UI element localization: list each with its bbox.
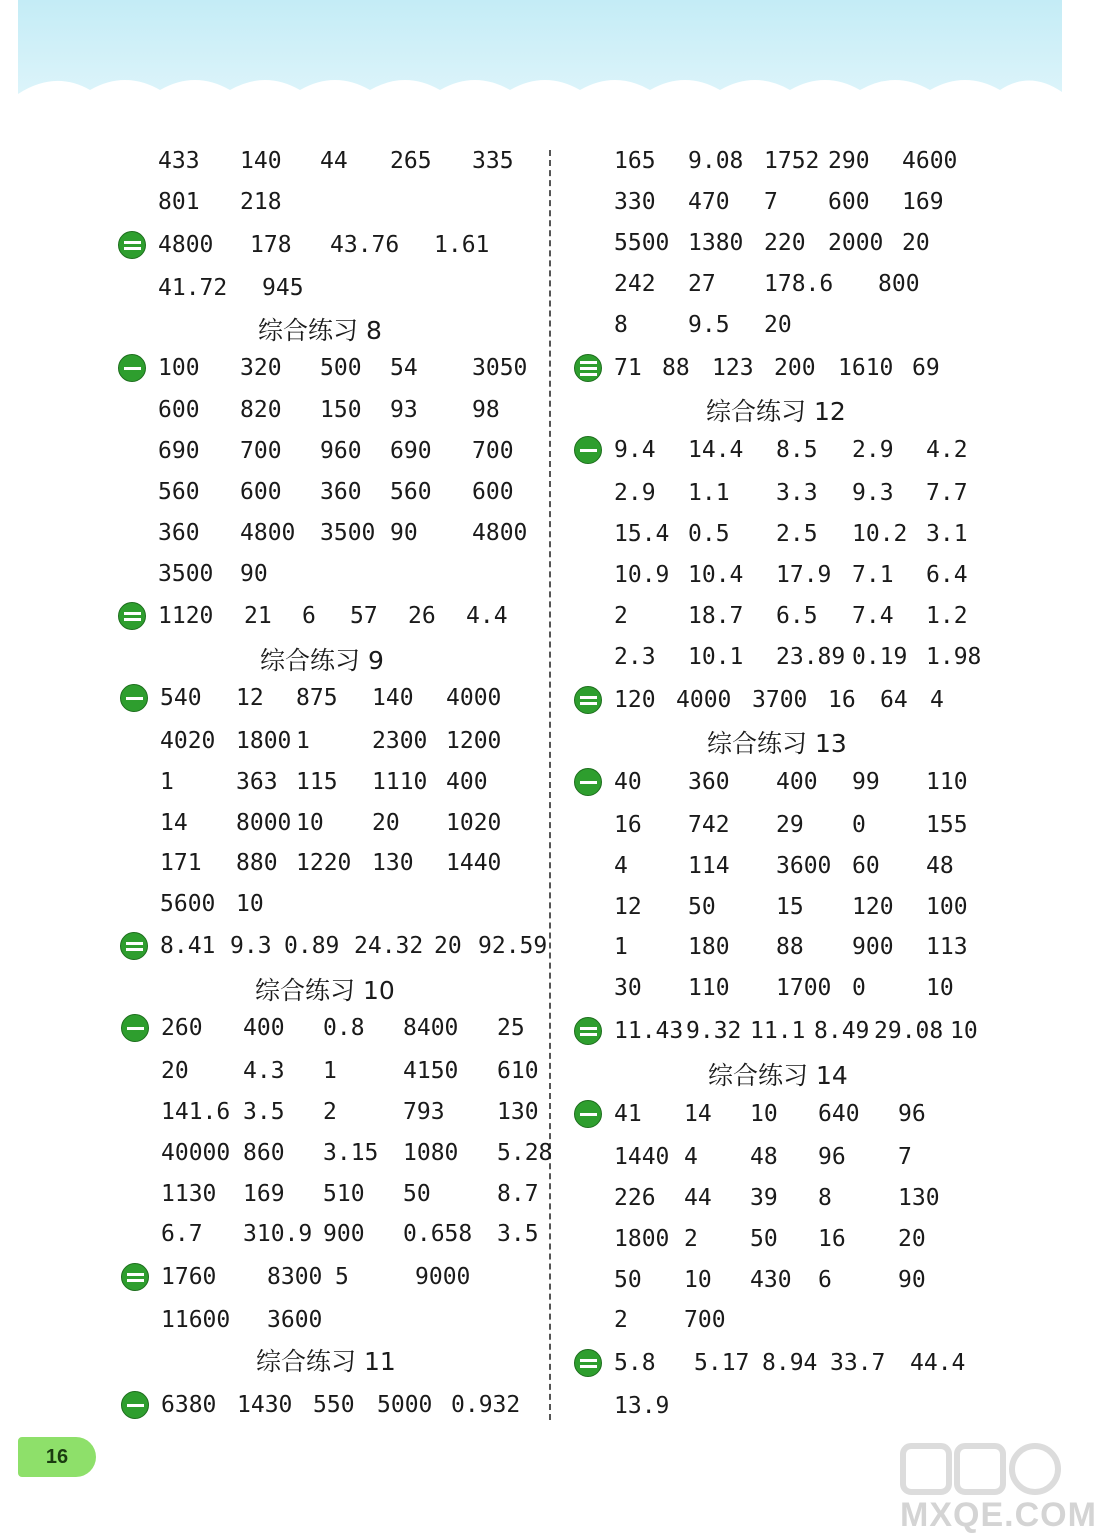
answer-value: 39 <box>750 1185 778 1211</box>
answer-value: 220 <box>764 230 806 256</box>
answer-value: 130 <box>497 1099 539 1125</box>
answer-value: 44 <box>320 148 348 174</box>
answer-value: 98 <box>472 397 500 423</box>
answer-value: 93 <box>390 397 418 423</box>
answer-value: 90 <box>898 1267 926 1293</box>
answer-value: 690 <box>158 438 200 464</box>
answer-value: 110 <box>926 769 968 795</box>
answer-value: 8.94 <box>762 1350 818 1376</box>
answer-value: 178.6 <box>764 271 834 297</box>
answer-value: 1440 <box>614 1144 670 1170</box>
answer-value: 640 <box>818 1101 860 1127</box>
answer-value: 113 <box>926 934 968 960</box>
answer-value: 11600 <box>161 1307 231 1333</box>
answer-value: 430 <box>750 1267 792 1293</box>
answer-value: 4 <box>614 853 628 879</box>
section-number-1-icon <box>574 768 602 796</box>
answer-value: 8.5 <box>776 437 818 463</box>
answer-value: 500 <box>320 355 362 381</box>
answer-value: 4000 <box>446 685 502 711</box>
answer-value: 242 <box>614 271 656 297</box>
answer-value: 330 <box>614 189 656 215</box>
answer-value: 3500 <box>158 561 214 587</box>
answer-value: 9000 <box>415 1264 471 1290</box>
answer-value: 29.08 <box>874 1018 944 1044</box>
answer-value: 96 <box>818 1144 846 1170</box>
answer-value: 1020 <box>446 810 502 836</box>
answer-value: 165 <box>614 148 656 174</box>
answer-value: 2 <box>614 603 628 629</box>
answer-value: 600 <box>828 189 870 215</box>
answer-value: 900 <box>323 1221 365 1247</box>
answer-value: 360 <box>688 769 730 795</box>
answer-value: 15 <box>776 894 804 920</box>
answer-value: 1220 <box>296 850 352 876</box>
answer-value: 17.9 <box>776 562 832 588</box>
answer-value: 40 <box>614 769 642 795</box>
answer-value: 11.1 <box>750 1018 806 1044</box>
answer-value: 218 <box>240 189 282 215</box>
answer-value: 4800 <box>158 232 214 258</box>
answer-value: 1 <box>323 1058 337 1084</box>
answer-value: 7 <box>764 189 778 215</box>
answer-value: 20 <box>764 312 792 338</box>
answer-value: 540 <box>160 685 202 711</box>
answer-value: 400 <box>243 1015 285 1041</box>
answer-value: 1200 <box>446 728 502 754</box>
answer-value: 6380 <box>161 1392 217 1418</box>
answer-value: 48 <box>750 1144 778 1170</box>
answer-value: 4800 <box>240 520 296 546</box>
answer-value: 20 <box>372 810 400 836</box>
answer-value: 44 <box>684 1185 712 1211</box>
exercise-title: 综合练习 9 <box>260 646 384 675</box>
answer-value: 50 <box>750 1226 778 1252</box>
answer-value: 50 <box>403 1181 431 1207</box>
answer-value: 6.5 <box>776 603 818 629</box>
answer-value: 110 <box>688 975 730 1001</box>
answer-value: 5 <box>335 1264 349 1290</box>
answer-value: 10.1 <box>688 644 744 670</box>
answer-value: 4.4 <box>466 603 508 629</box>
answer-value: 90 <box>390 520 418 546</box>
answer-value: 3.1 <box>926 521 968 547</box>
answer-value: 3500 <box>320 520 376 546</box>
answer-value: 226 <box>614 1185 656 1211</box>
answer-value: 320 <box>240 355 282 381</box>
answer-value: 20 <box>898 1226 926 1252</box>
answer-value: 90 <box>240 561 268 587</box>
answer-value: 41 <box>614 1101 642 1127</box>
answer-value: 5.8 <box>614 1350 656 1376</box>
answer-value: 18.7 <box>688 603 744 629</box>
answer-value: 1130 <box>161 1181 217 1207</box>
answer-value: 10 <box>236 891 264 917</box>
answer-value: 60 <box>852 853 880 879</box>
section-number-2-icon <box>574 1017 602 1045</box>
answer-value: 114 <box>688 853 730 879</box>
answer-value: 43.76 <box>330 232 400 258</box>
answer-value: 41.72 <box>158 275 228 301</box>
answer-value: 8.49 <box>814 1018 870 1044</box>
answer-value: 9.5 <box>688 312 730 338</box>
answer-value: 64 <box>880 687 908 713</box>
answer-value: 171 <box>160 850 202 876</box>
answer-value: 23.89 <box>776 644 846 670</box>
section-number-2-icon <box>118 231 146 259</box>
answer-value: 20 <box>161 1058 189 1084</box>
answer-value: 9.08 <box>688 148 744 174</box>
answer-value: 130 <box>372 850 414 876</box>
answer-value: 1110 <box>372 769 428 795</box>
answer-value: 433 <box>158 148 200 174</box>
answer-value: 54 <box>390 355 418 381</box>
answer-value: 960 <box>320 438 362 464</box>
answer-value: 25 <box>497 1015 525 1041</box>
answer-value: 1440 <box>446 850 502 876</box>
exercise-title: 综合练习 11 <box>256 1347 396 1376</box>
answer-value: 10 <box>296 810 324 836</box>
answer-value: 13.9 <box>614 1393 670 1419</box>
answer-value: 880 <box>236 850 278 876</box>
answer-value: 3.15 <box>323 1140 379 1166</box>
answer-value: 335 <box>472 148 514 174</box>
answer-value: 1752 <box>764 148 820 174</box>
answer-value: 290 <box>828 148 870 174</box>
answer-value: 29 <box>776 812 804 838</box>
answer-value: 44.4 <box>910 1350 966 1376</box>
answer-value: 1800 <box>614 1226 670 1252</box>
answer-value: 1.98 <box>926 644 982 670</box>
answer-value: 600 <box>472 479 514 505</box>
answer-value: 100 <box>926 894 968 920</box>
exercise-title: 综合练习 14 <box>708 1061 848 1090</box>
section-number-1-icon <box>574 1100 602 1128</box>
answer-value: 141.6 <box>161 1099 231 1125</box>
answer-value: 10.9 <box>614 562 670 588</box>
answer-value: 14.4 <box>688 437 744 463</box>
section-number-2-icon <box>118 602 146 630</box>
answer-value: 3700 <box>752 687 808 713</box>
answer-value: 11.43 <box>614 1018 684 1044</box>
answer-value: 265 <box>390 148 432 174</box>
answer-value: 3.5 <box>243 1099 285 1125</box>
answer-value: 6 <box>302 603 316 629</box>
section-number-2-icon <box>121 1263 149 1291</box>
answer-value: 690 <box>390 438 432 464</box>
answer-value: 88 <box>662 355 690 381</box>
answer-value: 400 <box>776 769 818 795</box>
answer-value: 3.5 <box>497 1221 539 1247</box>
answer-value: 27 <box>688 271 716 297</box>
answer-value: 0.89 <box>284 933 340 959</box>
answer-value: 178 <box>250 232 292 258</box>
answer-value: 5.17 <box>694 1350 750 1376</box>
answer-value: 5500 <box>614 230 670 256</box>
answer-value: 5.28 <box>497 1140 553 1166</box>
header-banner <box>0 0 1076 110</box>
answer-value: 8000 <box>236 810 292 836</box>
answer-value: 700 <box>472 438 514 464</box>
answer-value: 88 <box>776 934 804 960</box>
answer-value: 1430 <box>237 1392 293 1418</box>
answer-value: 69 <box>912 355 940 381</box>
answer-value: 4.3 <box>243 1058 285 1084</box>
answer-value: 33.7 <box>830 1350 886 1376</box>
answer-value: 5600 <box>160 891 216 917</box>
exercise-title: 综合练习 8 <box>258 316 382 345</box>
answer-value: 560 <box>390 479 432 505</box>
section-number-3-icon <box>574 354 602 382</box>
answer-value: 8 <box>818 1185 832 1211</box>
answer-value: 363 <box>236 769 278 795</box>
answer-value: 8400 <box>403 1015 459 1041</box>
answer-value: 860 <box>243 1140 285 1166</box>
answer-value: 1 <box>614 934 628 960</box>
answer-value: 4150 <box>403 1058 459 1084</box>
answer-value: 10 <box>684 1267 712 1293</box>
answer-value: 169 <box>243 1181 285 1207</box>
section-number-1-icon <box>574 436 602 464</box>
answer-value: 600 <box>240 479 282 505</box>
answer-value: 470 <box>688 189 730 215</box>
answer-value: 820 <box>240 397 282 423</box>
answer-value: 12 <box>236 685 264 711</box>
answer-value: 7.1 <box>852 562 894 588</box>
answer-value: 10 <box>950 1018 978 1044</box>
answer-value: 120 <box>852 894 894 920</box>
answer-value: 12 <box>614 894 642 920</box>
answer-value: 99 <box>852 769 880 795</box>
answer-value: 8.41 <box>160 933 216 959</box>
answer-value: 1120 <box>158 603 214 629</box>
answer-value: 700 <box>240 438 282 464</box>
answer-value: 2.5 <box>776 521 818 547</box>
section-number-1-icon <box>121 1391 149 1419</box>
answer-value: 16 <box>828 687 856 713</box>
answer-value: 16 <box>614 812 642 838</box>
section-number-1-icon <box>118 354 146 382</box>
answer-value: 1 <box>160 769 174 795</box>
answer-value: 92.59 <box>478 933 548 959</box>
answer-value: 801 <box>158 189 200 215</box>
answer-value: 20 <box>902 230 930 256</box>
section-number-1-icon <box>121 1014 149 1042</box>
answer-value: 10 <box>926 975 954 1001</box>
answer-value: 5000 <box>377 1392 433 1418</box>
answer-value: 610 <box>497 1058 539 1084</box>
answer-value: 1.2 <box>926 603 968 629</box>
answer-value: 1610 <box>838 355 894 381</box>
answer-value: 1380 <box>688 230 744 256</box>
answer-value: 6 <box>818 1267 832 1293</box>
answer-value: 100 <box>158 355 200 381</box>
answer-value: 6.4 <box>926 562 968 588</box>
answer-value: 1800 <box>236 728 292 754</box>
answer-value: 400 <box>446 769 488 795</box>
answer-value: 7 <box>898 1144 912 1170</box>
answer-value: 4000 <box>676 687 732 713</box>
answer-value: 4.2 <box>926 437 968 463</box>
answer-value: 8 <box>614 312 628 338</box>
answer-value: 30 <box>614 975 642 1001</box>
watermark-text: MXQE.COM <box>900 1496 1097 1534</box>
answer-value: 3050 <box>472 355 528 381</box>
answer-value: 8300 <box>267 1264 323 1290</box>
answer-value: 10.4 <box>688 562 744 588</box>
answer-value: 140 <box>372 685 414 711</box>
answer-value: 2 <box>684 1226 698 1252</box>
answer-value: 6.7 <box>161 1221 203 1247</box>
answer-value: 180 <box>688 934 730 960</box>
answer-value: 2.9 <box>614 480 656 506</box>
answer-value: 510 <box>323 1181 365 1207</box>
answer-value: 71 <box>614 355 642 381</box>
answer-value: 360 <box>158 520 200 546</box>
answer-value: 8.7 <box>497 1181 539 1207</box>
answer-value: 3.3 <box>776 480 818 506</box>
answer-value: 200 <box>774 355 816 381</box>
answer-value: 123 <box>712 355 754 381</box>
section-number-2-icon <box>120 932 148 960</box>
answer-value: 3600 <box>776 853 832 879</box>
answer-value: 875 <box>296 685 338 711</box>
answer-value: 21 <box>244 603 272 629</box>
answer-value: 50 <box>614 1267 642 1293</box>
answer-value: 50 <box>688 894 716 920</box>
answer-value: 4800 <box>472 520 528 546</box>
answer-value: 48 <box>926 853 954 879</box>
answer-value: 2 <box>323 1099 337 1125</box>
answer-value: 4 <box>930 687 944 713</box>
answer-value: 600 <box>158 397 200 423</box>
answer-value: 4600 <box>902 148 958 174</box>
answer-value: 0.932 <box>451 1392 521 1418</box>
answer-value: 7.7 <box>926 480 968 506</box>
exercise-title: 综合练习 12 <box>706 397 846 426</box>
answer-value: 560 <box>158 479 200 505</box>
answer-value: 4020 <box>160 728 216 754</box>
answer-value: 2300 <box>372 728 428 754</box>
section-number-1-icon <box>120 684 148 712</box>
answer-value: 10 <box>750 1101 778 1127</box>
answer-value: 2000 <box>828 230 884 256</box>
answer-value: 155 <box>926 812 968 838</box>
answer-value: 150 <box>320 397 362 423</box>
answer-value: 945 <box>262 275 304 301</box>
answer-value: 1.61 <box>434 232 490 258</box>
answer-value: 57 <box>350 603 378 629</box>
answer-value: 310.9 <box>243 1221 313 1247</box>
answer-value: 550 <box>313 1392 355 1418</box>
answer-value: 2 <box>614 1307 628 1333</box>
answer-value: 1.1 <box>688 480 730 506</box>
answer-value: 169 <box>902 189 944 215</box>
answer-value: 260 <box>161 1015 203 1041</box>
answer-value: 14 <box>160 810 188 836</box>
column-divider <box>549 150 551 1420</box>
answer-value: 800 <box>878 271 920 297</box>
answer-value: 360 <box>320 479 362 505</box>
answer-value: 1 <box>296 728 310 754</box>
answer-value: 24.32 <box>354 933 424 959</box>
answer-value: 0.658 <box>403 1221 473 1247</box>
answer-value: 1080 <box>403 1140 459 1166</box>
section-number-2-icon <box>574 686 602 714</box>
answer-value: 2.3 <box>614 644 656 670</box>
answer-value: 9.3 <box>852 480 894 506</box>
section-number-2-icon <box>574 1349 602 1377</box>
answer-value: 742 <box>688 812 730 838</box>
answer-value: 1760 <box>161 1264 217 1290</box>
answer-value: 140 <box>240 148 282 174</box>
answer-value: 700 <box>684 1307 726 1333</box>
answer-value: 0.19 <box>852 644 908 670</box>
answer-value: 0 <box>852 812 866 838</box>
answer-value: 4 <box>684 1144 698 1170</box>
answer-value: 14 <box>684 1101 712 1127</box>
answer-value: 2.9 <box>852 437 894 463</box>
answer-value: 3600 <box>267 1307 323 1333</box>
answer-value: 793 <box>403 1099 445 1125</box>
answer-value: 0 <box>852 975 866 1001</box>
answer-value: 130 <box>898 1185 940 1211</box>
answer-value: 9.3 <box>230 933 272 959</box>
answer-value: 1700 <box>776 975 832 1001</box>
answer-value: 20 <box>434 933 462 959</box>
exercise-title: 综合练习 13 <box>707 729 847 758</box>
answer-value: 115 <box>296 769 338 795</box>
answer-value: 9.32 <box>686 1018 742 1044</box>
answer-value: 96 <box>898 1101 926 1127</box>
exercise-title: 综合练习 10 <box>255 976 395 1005</box>
answer-value: 7.4 <box>852 603 894 629</box>
answer-value: 9.4 <box>614 437 656 463</box>
answer-value: 15.4 <box>614 521 670 547</box>
answer-value: 0.5 <box>688 521 730 547</box>
answer-value: 16 <box>818 1226 846 1252</box>
answer-value: 10.2 <box>852 521 908 547</box>
answer-value: 900 <box>852 934 894 960</box>
answer-value: 0.8 <box>323 1015 365 1041</box>
answer-value: 120 <box>614 687 656 713</box>
page-number: 16 <box>18 1437 96 1477</box>
answer-value: 26 <box>408 603 436 629</box>
answer-value: 40000 <box>161 1140 231 1166</box>
